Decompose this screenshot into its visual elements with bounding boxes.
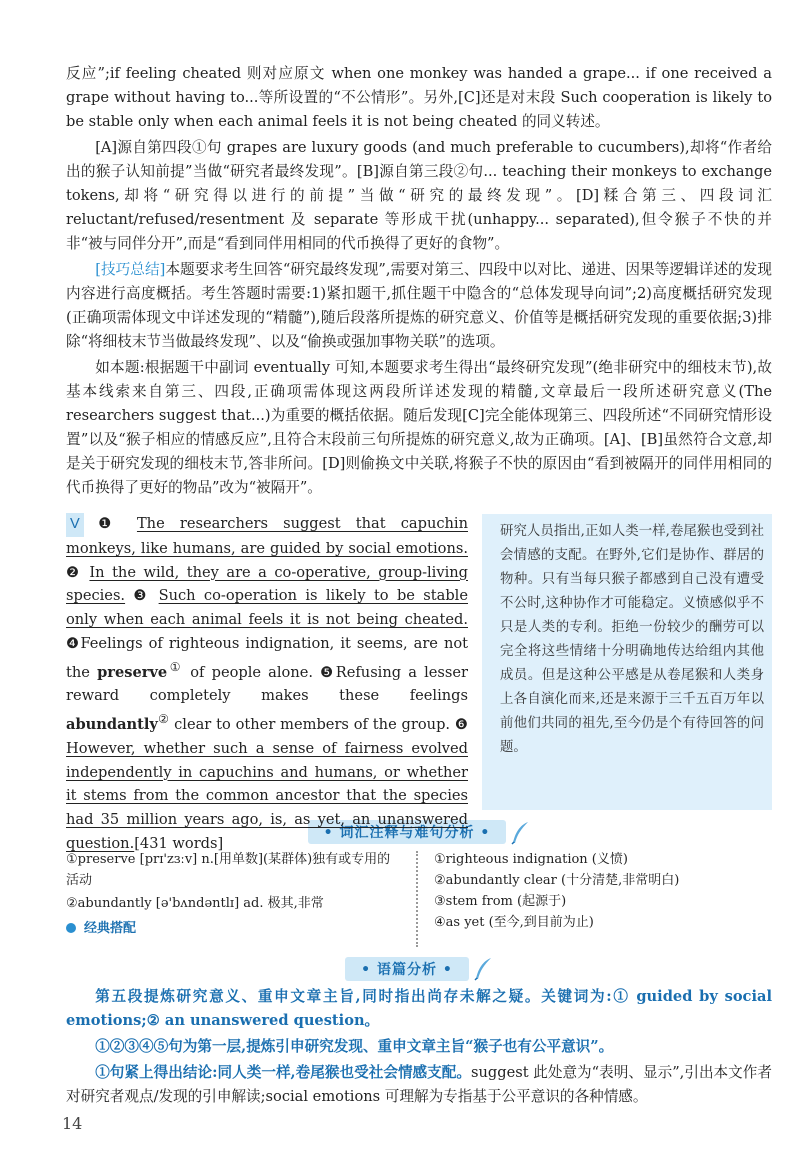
collocation-item: ②abundantly clear (十分清楚,非常明白): [434, 872, 680, 888]
paragraph-2: [A]源自第四段①句 grapes are luxury goods (and much preferable to cucumbers),却将“作者给出的猴子认知前提”当做“研究者最终发现”。[B]源自第三段②句... teaching their monkeys to exchange tokens,却将“研究得以进行的前提”当做“研究的最终发现”。[D]糅合第三、四段词汇 reluctant/refused/resentment 及 separate 等形成干扰(unhappy... separated),但令猴子不快的并非“被与同伴分开”,而是“看到同伴用相同的代币换得了更好的食物”。: [66, 139, 772, 252]
sentence-2: In the wild, they are a co-operative, group-living species.: [66, 563, 468, 605]
word-abundantly: abundantly: [66, 716, 158, 734]
analysis-title: • 语篇分析 •: [345, 957, 469, 981]
word-count: [431 words]: [134, 835, 224, 853]
sentence-6: However, whether such a sense of fairness evolved independently in capuchins and humans, or whether it stems from the common ancestor that the species had 35 million years ago, is, as yet, an unanswered question.: [66, 739, 468, 853]
word-preserve: preserve: [97, 663, 168, 681]
vocab-right-column: [434, 849, 764, 933]
vocab-left-column: [66, 849, 396, 939]
vocab-item: ①preserve [prɪ'zɜːv] n.[用单数](某群体)独有或专用的活动: [66, 851, 391, 888]
sentence-4a: Feelings of righteous indignation, it seems, are not the: [66, 634, 468, 681]
collocation-label: 经典搭配: [66, 918, 396, 939]
sentence-3: Such co-operation is likely to be stable only when each animal feels it is not being cheated.: [66, 587, 468, 629]
sentence-5a: Refusing a lesser reward completely makes these feelings: [66, 663, 468, 705]
tip-text: 本题要求考生回答“研究最终发现”,需要对第三、四段中以对比、递进、因果等逻辑详述的发现内容进行高度概括。考生答题时需要:1)紧扣题干,抓住题干中隐含的“总体发现导向词”;2)高度概括研究发现(正确项需体现文中详述发现的“精髓”),随后段落所提炼的研究意义、价值等是概括研究发现的重要依据;3)排除“将细枝末节当做最终发现”、以及“偷换或强加事物关联”的选项。: [66, 261, 772, 350]
paragraph-mark: V: [66, 513, 84, 537]
paragraph-1: 反应”;if feeling cheated 则对应原文 when one monkey was handed a grape... if one received a grape without having to...等所设置的“不公情形”。另外,[C]还是对末段 Such cooperation is likely to be stable only when each animal feels it is not being cheated 的同义转述。: [66, 65, 772, 130]
sentence-4b: of people alone.: [183, 663, 314, 681]
analysis-rest: suggest 此处意为“表明、显示”,引出本文作者对研究者观点/发现的引申解读;social emotions 可理解为专指基于公平意识的各种情感。: [66, 1064, 772, 1105]
analysis-sentence: [66, 1061, 772, 1109]
passage-translation: 研究人员指出,正如人类一样,卷尾猴也受到社会情感的支配。在野外,它们是协作、群居的物种。只有当每只猴子都感到自己没有遭受不公时,这种协作才可能稳定。义愤感似乎不只是人类的专利。拒绝一份较少的酬劳可以完全将这些情绪十分明确地传达给组内其他成员。但是这种公平感是从卷尾猴和人类身上各自演化而来,还是来源于三千五百万年以前他们共同的祖先,至今仍是个有待回答的问题。: [482, 514, 772, 810]
sentence-5b: clear to other members of the group.: [169, 716, 451, 734]
analysis-summary: 第五段提炼研究意义、重申文章主旨,同时指出尚存未解之疑。关键词为:① guided by social emotions;② an unanswered question。: [66, 988, 772, 1029]
analysis-lead: ①句紧上得出结论:同人类一样,卷尾猴也受社会情感支配。: [95, 1064, 471, 1081]
sentence-1: The researchers suggest that capuchin monkeys, like humans, are guided by social emotions.: [66, 515, 468, 557]
collocation-item: ③stem from (起源于): [434, 893, 567, 909]
analysis-layer: ①②③④⑤句为第一层,提炼引申研究发现、重申文章主旨“猴子也有公平意识”。: [95, 1038, 614, 1055]
collocation-item: ④as yet (至今,到目前为止): [434, 914, 594, 930]
page-content: [66, 62, 772, 1111]
page-number: 14: [62, 1114, 83, 1133]
paragraph-4: 如本题:根据题干中副词 eventually 可知,本题要求考生得出“最终研究发现”(绝非研究中的细枝末节),故基本线索来自第三、四段,正确项需体现这两段所详述发现的精髓,文章最后一段所述研究意义(The researchers suggest that...)为重要的概括依据。随后发现[C]完全能体现第三、四段所述“不同研究情形设置”以及“猴子相应的情感反应”,且符合末段前三句所提炼的研究意义,故为正确项。[A]、[B]虽然符合文意,却是关于研究发现的细枝末节,答非所问。[D]则偷换文中关联,将猴子不快的原因由“看到被隔开的同伴用相同的代币换得了更好的物品”改为“被隔开”。: [66, 359, 772, 496]
quill-icon: [510, 821, 530, 845]
passage-english: V ❶ The researchers suggest that capuchin monkeys, like humans, are guided by social emotions. ❷ In the wild, they are a co-operative, group-living species. ❸ Such co-operation is likely to be stable only when each animal feels it is not being cheated. ❹Feelings of righteous indignation, it seems, are not the preserve① of people alone. ❺Refusing a lesser reward completely makes these feelings abundantly② clear to other members of the group. ❻ However, whether such a sense of fairness evolved independently in capuchins and humans, or whether it stems from the common ancestor that the species had 35 million years ago, is, as yet, an unanswered question.[431 words]: [66, 515, 468, 853]
vocab-title: • 词汇注释与难句分析 •: [308, 820, 507, 844]
tip-label: [技巧总结]: [95, 261, 166, 278]
vocab-item: ②abundantly [ə'bʌndəntlɪ] ad. 极其,非常: [66, 895, 324, 911]
vocab-section: [66, 849, 772, 975]
column-divider: [416, 851, 418, 947]
collocation-item: ①righteous indignation (义愤): [434, 851, 628, 867]
paragraph-3: [66, 258, 772, 354]
